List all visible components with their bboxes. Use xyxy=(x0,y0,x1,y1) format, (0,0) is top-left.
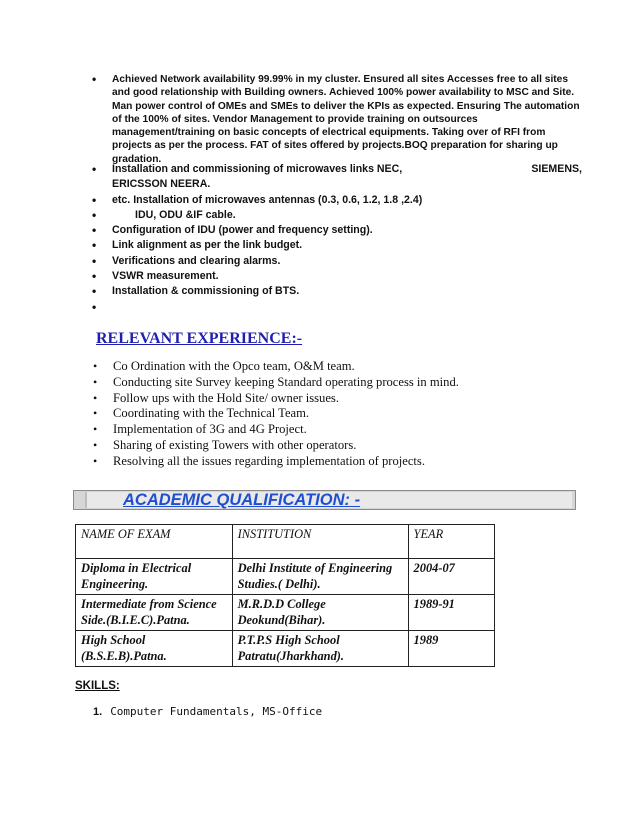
table-cell: 1989-91 xyxy=(408,595,494,631)
bullet-icon: • xyxy=(93,374,98,389)
achievements-list xyxy=(92,72,582,166)
list-item xyxy=(93,406,533,422)
list-item xyxy=(93,374,533,391)
list-item xyxy=(92,223,582,238)
list-item xyxy=(92,299,582,315)
list-item xyxy=(92,162,582,193)
responsibilities-list xyxy=(92,162,582,315)
responsibility-text: Link alignment as per the link budget. xyxy=(112,239,303,252)
list-item xyxy=(92,284,582,299)
responsibility-text: etc. Installation of microwaves antennas (0.3, 0.6, 1.2, 1.8 ,2.4) xyxy=(112,193,423,206)
list-number: 1. xyxy=(93,706,103,718)
academic-heading-bar xyxy=(73,490,576,510)
bullet-icon: • xyxy=(92,238,97,253)
list-item xyxy=(93,390,533,407)
bullet-icon: • xyxy=(93,437,98,452)
list-item xyxy=(92,269,582,284)
responsibility-text: Installation and commissioning of microwaves links NEC, xyxy=(112,163,403,175)
table-cell: M.R.D.D College Deokund(Bihar). xyxy=(232,595,408,631)
experience-text: Implementation of 3G and 4G Project. xyxy=(113,422,307,437)
list-item xyxy=(92,72,582,166)
table-row xyxy=(76,631,495,667)
list-item xyxy=(93,437,533,454)
skill-text: Computer Fundamentals, MS-Office xyxy=(110,705,323,718)
bullet-icon: • xyxy=(92,207,97,222)
heading-bar-fill xyxy=(85,492,572,508)
bullet-icon: • xyxy=(92,162,97,176)
responsibility-text: Installation & commissioning of BTS. xyxy=(112,285,300,298)
responsibility-text: ERICSSON NEERA. xyxy=(112,178,211,191)
responsibility-text: Configuration of IDU (power and frequency setting). xyxy=(112,224,373,237)
responsibility-text: IDU, ODU &IF cable. xyxy=(135,208,236,221)
experience-text: Sharing of existing Towers with other operators. xyxy=(113,437,357,452)
bullet-icon: • xyxy=(92,72,97,86)
column-header: YEAR xyxy=(408,525,494,559)
bullet-icon: • xyxy=(92,223,97,238)
bullet-icon: • xyxy=(92,284,97,299)
column-header: INSTITUTION xyxy=(232,525,408,559)
table-cell: Intermediate from Science Side.(B.I.E.C).Patna. xyxy=(76,595,233,631)
table-row xyxy=(76,559,495,595)
bullet-icon: • xyxy=(93,390,98,405)
list-item xyxy=(92,192,582,208)
table-cell: High School (B.S.E.B).Patna. xyxy=(76,631,233,667)
skills-list-item xyxy=(93,705,322,718)
table-cell: P.T.P.S High School Patratu(Jharkhand). xyxy=(232,631,408,667)
list-item xyxy=(92,238,582,253)
responsibility-text xyxy=(112,301,115,313)
column-header: NAME OF EXAM xyxy=(76,525,233,559)
skills-heading: SKILLS: xyxy=(75,680,120,692)
bullet-icon: • xyxy=(92,299,97,314)
list-item xyxy=(93,422,533,438)
experience-text: Coordinating with the Technical Team. xyxy=(113,406,310,421)
experience-text: Resolving all the issues regarding implementation of projects. xyxy=(113,453,425,468)
list-item xyxy=(92,253,582,269)
table-cell: 1989 xyxy=(408,631,494,667)
bullet-icon: • xyxy=(93,359,98,373)
list-item xyxy=(93,359,533,375)
bullet-icon: • xyxy=(93,406,98,421)
achievement-text: Achieved Network availability 99.99% in my cluster. Ensured all sites Accesses free to all sites and good relationship with Building owners. Achieved 100% power availability to MSC and Site. Man power control of OMEs and SMEs to deliver the KPIs as expected. Ensuring The automation of the 100% of sites. Vendor Management to provide training on outsources management/training on basic concepts of electrical equipments. Taking over of RFI from projects as per the process. FAT of sites offered by projects.BOQ preparation for sharing up gradation. xyxy=(112,74,580,165)
experience-text: Conducting site Survey keeping Standard operating process in mind. xyxy=(113,374,459,389)
bullet-icon: • xyxy=(92,253,97,268)
responsibility-text: Verifications and clearing alarms. xyxy=(112,254,281,267)
bullet-icon: • xyxy=(92,192,97,207)
list-item xyxy=(93,453,533,470)
relevant-experience-list xyxy=(93,359,533,470)
bullet-icon: • xyxy=(93,453,98,468)
table-header-row xyxy=(76,525,495,559)
experience-text: Follow ups with the Hold Site/ owner issues. xyxy=(113,390,339,405)
bullet-icon: • xyxy=(92,269,97,284)
bullet-icon: • xyxy=(93,422,98,437)
relevant-experience-heading: RELEVANT EXPERIENCE:- xyxy=(96,330,303,347)
responsibility-text: VSWR measurement. xyxy=(112,270,219,283)
experience-text: Co Ordination with the Opco team, O&M team. xyxy=(113,359,355,373)
responsibility-text: SIEMENS, xyxy=(531,163,582,175)
list-item xyxy=(92,207,582,223)
table-cell: Delhi Institute of Engineering Studies.( Delhi). xyxy=(232,559,408,595)
table-cell: 2004-07 xyxy=(408,559,494,595)
academic-table xyxy=(75,524,495,667)
academic-heading: ACADEMIC QUALIFICATION: - xyxy=(123,491,361,509)
table-row xyxy=(76,595,495,631)
table-cell: Diploma in Electrical Engineering. xyxy=(76,559,233,595)
